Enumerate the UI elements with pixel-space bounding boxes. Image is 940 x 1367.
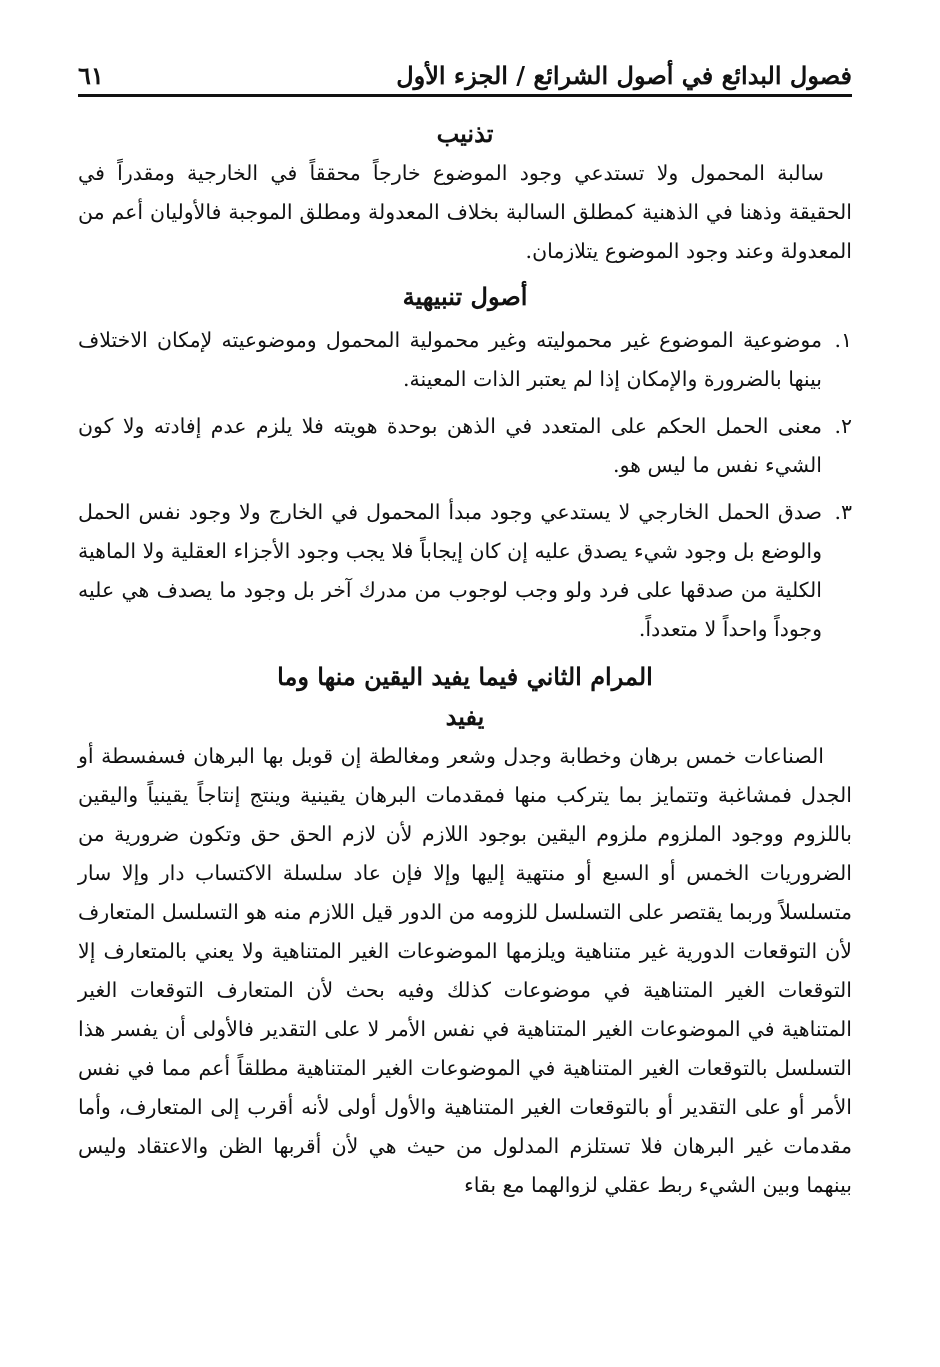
list-item — [78, 493, 852, 649]
page-number: ٦١ — [78, 61, 104, 90]
list-item-text: معنى الحمل الحكم على المتعدد في الذهن بوحدة هويته فلا يلزم عدم إفادته ولا كون الشيء نفس ما ليس هو. — [78, 414, 822, 477]
section-heading-maram-line1: المرام الثاني فيما يفيد اليقين منها وما — [277, 662, 653, 691]
principles-list — [78, 321, 852, 649]
list-item-number: ١. — [834, 328, 852, 352]
paragraph-maram: الصناعات خمس برهان وخطابة وجدل وشعر ومغالطة إن قوبل بها البرهان فسفسطة أو الجدل فمشاغبة وتتمايز بما يتركب منها فمقدمات البرهان يقينية وينتج إنتاجاً يقينياً واليقين باللزوم ووجود الملزوم ملزوم اليقين بوجود اللازم لأن لازم الحق حق وتكون ضرورية من الضروريات الخمس أو السبع أو منتهية إليها وإلا فإن عاد سلسلة الاكتساب دار وإلا سار متسلسلاً وربما يقتصر على التسلسل للزومه من الدور قيل اللازم منه هو التسلسل المتعارف لأن التوقعات الدورية غير متناهية ويلزمها الموضوعات الغير المتناهية ولا يعني بالمتعارف إلا التوقعات الغير المتناهية في موضوعات كذلك وفيه بحث لأن المتعارف التوقعات الغير المتناهية في الموضوعات الغير المتناهية في نفس الأمر لا على التقدير فالأولى أن يفسر هذا التسلسل بالتوقعات الغير المتناهية في الموضوعات الغير المتناهية مطلقاً أعم مما في نفس الأمر أو على التقدير أو بالتوقعات الغير المتناهية والأول أولى لأنه أقرب إلى المتعارف، وأما مقدمات غير البرهان فلا تستلزم المدلول من حيث هي لأن أقربها الظن والاعتقاد وليس بينهما وبين الشيء ربط عقلي لزوالهما مع بقاء — [78, 744, 852, 1197]
list-item — [78, 407, 852, 485]
list-item-number: ٣. — [834, 500, 852, 524]
book-page — [78, 0, 852, 1367]
header-rule — [78, 94, 852, 97]
paragraph-tadhnib: سالبة المحمول ولا تستدعي وجود الموضوع خارجاً محققاً في الخارجية ومقدراً في الحقيقة وذهنا في الذهنية كمطلق السالبة بخلاف المعدولة ومطلق الموجبة فالأوليان أعم من المعدولة وعند وجود الموضوع يتلازمان. — [78, 161, 852, 263]
list-item-number: ٢. — [834, 414, 852, 438]
section-heading-usul: أصول تنبيهية — [402, 282, 528, 311]
list-item-text: موضوعية الموضوع غير محموليته وغير محمولية المحمول وموضوعيته لإمكان الاختلاف بينها بالضرورة والإمكان إذا لم يعتبر الذات المعينة. — [78, 328, 822, 391]
section-heading-maram-line2: يفيد — [445, 702, 485, 731]
list-item-text: صدق الحمل الخارجي لا يستدعي وجود مبدأ المحمول في الخارج ولا وجود نفس الحمل والوضع بل وجود شيء يصدق عليه إن كان إيجاباً فلا يجب وجود الأجزاء العقلية ولا الماهية الكلية من صدقها على فرد ولو وجب لوجوب من مدرك آخر بل وجود ما يصدف هي عليه وجوداً واحداً لا متعدداً. — [78, 500, 822, 641]
book-title: فصول البدائع في أصول الشرائع / الجزء الأول — [396, 61, 852, 90]
list-item — [78, 321, 852, 399]
running-header — [78, 46, 852, 90]
section-heading-tadhnib: تذنيب — [436, 119, 494, 148]
page-content — [78, 112, 852, 1205]
